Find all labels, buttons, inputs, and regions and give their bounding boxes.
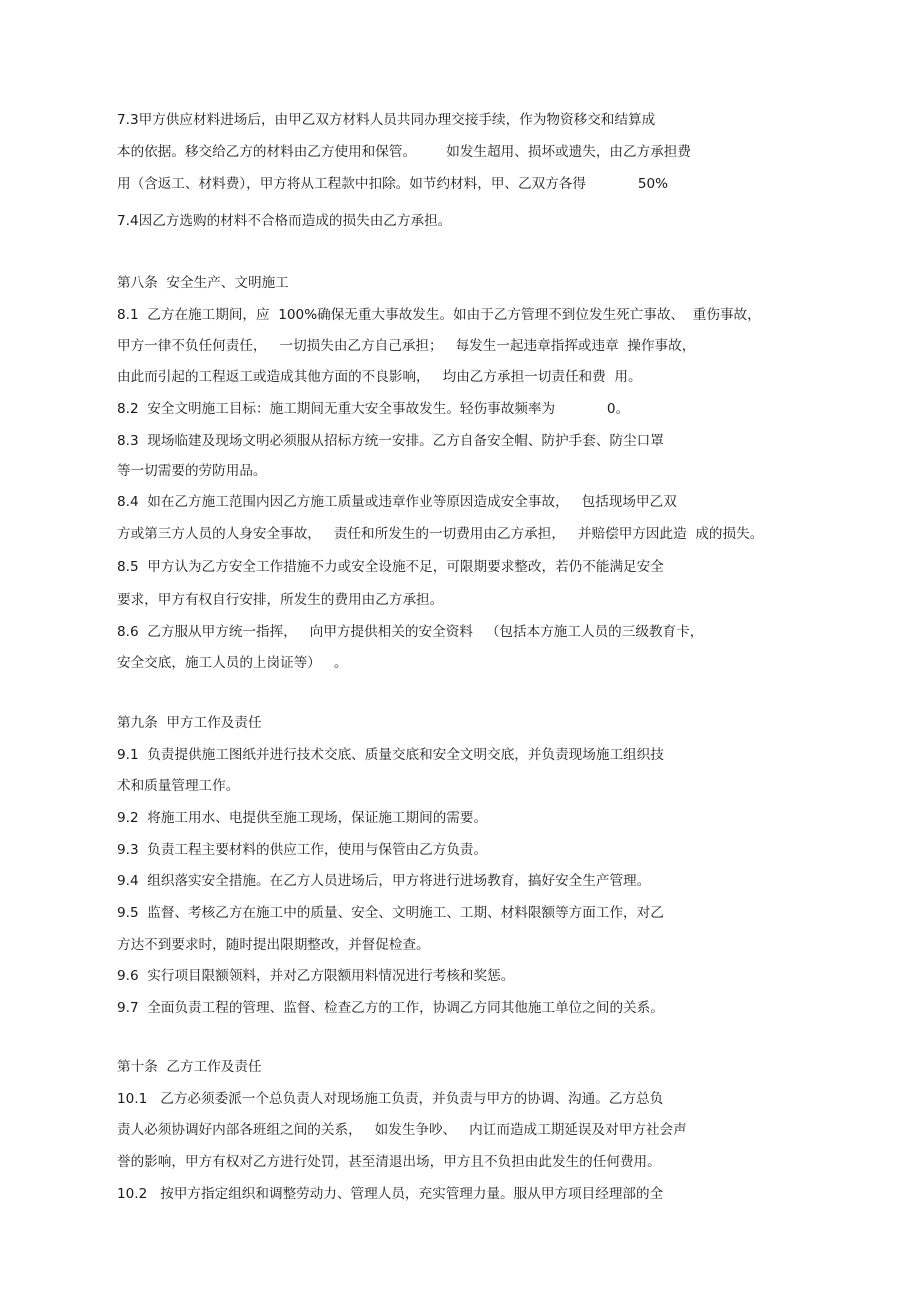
text-line: 誉的影响，甲方有权对乙方进行处罚，甚至清退出场，甲方且不负担由此发生的任何费用。	[117, 1154, 661, 1170]
text-line: 安全交底，施工人员的上岗证等） 。	[117, 655, 348, 671]
text-line: 7.4因乙方选购的材料不合格而造成的损失由乙方承担。	[117, 213, 452, 229]
text-line: 9.5 监督、考核乙方在施工中的质量、安全、文明施工、工期、材料限额等方面工作，对乙	[117, 905, 664, 921]
text-line: 方或第三方人员的人身安全事故， 责任和所发生的一切费用由乙方承担， 并赔偿甲方因此造 成的损失。	[117, 526, 764, 542]
text-line: 术和质量管理工作。	[117, 778, 240, 794]
text-line: 7.3甲方供应材料进场后，由甲乙双方材料人员共同办理交接手续，作为物资移交和结算成	[117, 112, 656, 128]
text-line: 10.2 按甲方指定组织和调整劳动力、管理人员，充实管理力量。服从甲方项目经理部的全	[117, 1186, 664, 1202]
section-heading: 第十条 乙方工作及责任	[117, 1059, 262, 1075]
text-line: 要求，甲方有权自行安排，所发生的费用由乙方承担。	[117, 592, 444, 608]
text-line: 责人必须协调好内部各班组之间的关系， 如发生争吵、 内讧而造成工期延误及对甲方社会声	[117, 1122, 687, 1138]
text-line: 甲方一律不负任何责任， 一切损失由乙方自己承担； 每发生一起违章指挥或违章 操作事故，	[117, 338, 696, 354]
text-line: 9.1 负责提供施工图纸并进行技术交底、质量交底和安全文明交底，并负责现场施工组织技	[117, 747, 664, 763]
text-line: 9.6 实行项目限额领料，并对乙方限额用料情况进行考核和奖惩。	[117, 968, 515, 984]
text-line: 8.3 现场临建及现场文明必须服从招标方统一安排。乙方自备安全帽、防护手套、防尘口罩	[117, 433, 664, 449]
section-heading: 第八条 安全生产、文明施工	[117, 275, 289, 291]
text-line: 方达不到要求时，随时提出限期整改，并督促检查。	[117, 937, 430, 953]
section-heading: 第九条 甲方工作及责任	[117, 715, 262, 731]
text-line: 9.4 组织落实安全措施。在乙方人员进场后，甲方将进行进场教育，搞好安全生产管理。	[117, 873, 651, 889]
text-line: 本的依据。移交给乙方的材料由乙方使用和保管。 如发生超用、损坏或遗失，由乙方承担费	[117, 144, 691, 160]
text-line: 10.1 乙方必须委派一个总负责人对现场施工负责，并负责与甲方的协调、沟通。乙方总负	[117, 1091, 664, 1107]
text-line: 8.5 甲方认为乙方安全工作措施不力或安全设施不足，可限期要求整改，若仍不能满足安全	[117, 559, 664, 575]
text-line: 8.4 如在乙方施工范围内因乙方施工质量或违章作业等原因造成安全事故， 包括现场甲乙双	[117, 494, 677, 510]
text-line: 8.6 乙方服从甲方统一指挥， 向甲方提供相关的安全资料 （包括本方施工人员的三级教育卡，	[117, 624, 704, 640]
text-line: 等一切需要的劳防用品。	[117, 463, 267, 479]
text-line: 用（含返工、材料费），甲方将从工程款中扣除。如节约材料，甲、乙双方各得 50%	[117, 176, 669, 192]
text-line: 8.2 安全文明施工目标：施工期间无重大安全事故发生。轻伤事故频率为 0。	[117, 401, 630, 417]
text-line: 9.7 全面负责工程的管理、监督、检查乙方的工作，协调乙方同其他施工单位之间的关系。	[117, 1000, 664, 1016]
text-line: 9.2 将施工用水、电提供至施工现场，保证施工期间的需要。	[117, 810, 488, 826]
text-line: 由此而引起的工程返工或造成其他方面的不良影响， 均由乙方承担一切责任和费 用。	[117, 369, 642, 385]
text-line: 9.3 负责工程主要材料的供应工作，使用与保管由乙方负责。	[117, 842, 488, 858]
text-line: 8.1 乙方在施工期间，应 100%确保无重大事故发生。如由于乙方管理不到位发生死亡事故、 重伤事故，	[117, 307, 761, 323]
